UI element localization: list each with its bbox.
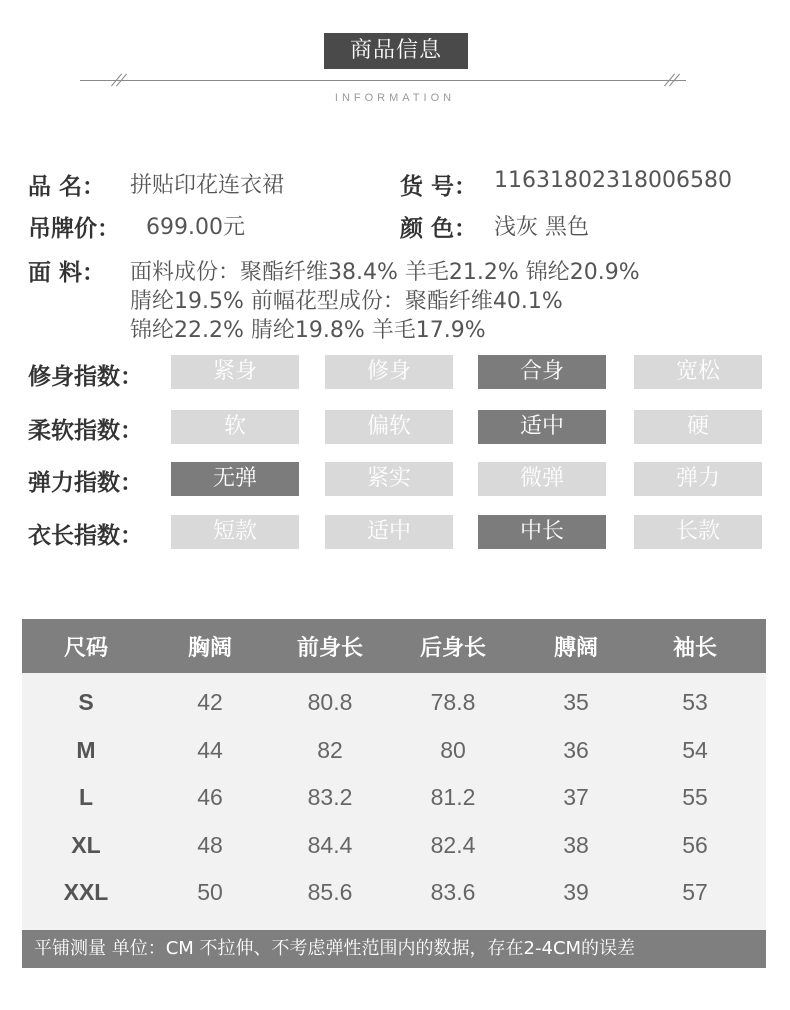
table-row — [22, 774, 766, 822]
back-length-cell: 82.4 — [430, 831, 476, 858]
softness-option-medium: 适中 — [478, 410, 606, 444]
back-length-cell: 80 — [440, 736, 466, 763]
header-chest: 胸阔 — [187, 635, 232, 661]
length-option-mid-long: 中长 — [478, 515, 606, 549]
size-cell: L — [78, 784, 94, 811]
size-table-body — [22, 673, 766, 930]
elasticity-option-stretch: 弹力 — [634, 462, 762, 496]
sleeve-cell: 55 — [682, 784, 708, 811]
fabric-line: 腈纶19.5% 前幅花型成份：聚酯纤维40.1% — [130, 289, 563, 314]
shoulder-cell: 35 — [563, 689, 589, 716]
chest-cell: 48 — [197, 831, 223, 858]
sku-label: 货 号： — [400, 174, 478, 200]
table-row — [22, 822, 766, 870]
elasticity-option-firm: 紧实 — [325, 462, 453, 496]
table-row — [22, 869, 766, 917]
name-value: 拼贴印花连衣裙 — [130, 173, 285, 198]
header-size: 尺码 — [63, 635, 108, 661]
fabric-line: 锦纶22.2% 腈纶19.8% 羊毛17.9% — [130, 318, 486, 343]
fit-index-label: 修身指数： — [28, 364, 143, 390]
back-length-cell: 81.2 — [430, 784, 476, 811]
softness-option-hard: 硬 — [634, 410, 762, 444]
color-label: 颜 色： — [400, 216, 478, 242]
shoulder-cell: 38 — [563, 831, 589, 858]
size-cell: XL — [71, 831, 101, 858]
table-row — [22, 679, 766, 727]
header-sleeve: 袖长 — [672, 635, 717, 661]
softness-index-label: 柔软指数： — [28, 418, 143, 444]
softness-option-fairly-soft: 偏软 — [325, 410, 453, 444]
length-option-short: 短款 — [171, 515, 299, 549]
front-length-cell: 82 — [317, 736, 343, 763]
header-divider — [80, 80, 686, 81]
size-cell: S — [78, 689, 94, 716]
fit-option-regular: 合身 — [478, 355, 606, 389]
price-value: 699.00元 — [146, 215, 245, 240]
color-value: 浅灰 黑色 — [494, 215, 589, 240]
shoulder-cell: 37 — [563, 784, 589, 811]
shoulder-cell: 36 — [563, 736, 589, 763]
elasticity-option-none: 无弹 — [171, 462, 299, 496]
header-front-length: 前身长 — [296, 635, 363, 661]
measurement-note: 平铺测量 单位：CM 不拉伸、不考虑弹性范围内的数据，存在2-4CM的误差 — [22, 930, 766, 968]
fabric-line: 面料成份：聚酯纤维38.4% 羊毛21.2% 锦纶20.9% — [130, 260, 640, 285]
front-length-cell: 84.4 — [307, 831, 353, 858]
shoulder-cell: 39 — [563, 879, 589, 906]
chest-cell: 50 — [197, 879, 223, 906]
price-label: 吊牌价： — [28, 216, 120, 242]
divider-slash-right — [665, 72, 679, 88]
name-label: 品 名： — [28, 174, 106, 200]
sku-value: 11631802318006580 — [494, 168, 732, 193]
length-index-label: 衣长指数： — [28, 523, 143, 549]
sleeve-cell: 54 — [682, 736, 708, 763]
fit-option-tight: 紧身 — [171, 355, 299, 389]
table-row — [22, 727, 766, 775]
front-length-cell: 80.8 — [307, 689, 353, 716]
length-option-long: 长款 — [634, 515, 762, 549]
size-cell: M — [76, 736, 96, 763]
sleeve-cell: 57 — [682, 879, 708, 906]
length-option-medium: 适中 — [325, 515, 453, 549]
divider-slash-left — [112, 72, 126, 88]
elasticity-index-label: 弹力指数： — [28, 470, 143, 496]
section-title: 商品信息 — [324, 33, 468, 69]
chest-cell: 42 — [197, 689, 223, 716]
header-shoulder: 膊阔 — [553, 635, 598, 661]
fit-option-slim: 修身 — [325, 355, 453, 389]
size-cell: XXL — [63, 879, 109, 906]
fabric-label: 面 料： — [28, 260, 106, 286]
size-table — [22, 619, 766, 968]
chest-cell: 46 — [197, 784, 223, 811]
size-table-header — [22, 619, 766, 673]
sleeve-cell: 53 — [682, 689, 708, 716]
chest-cell: 44 — [197, 736, 223, 763]
back-length-cell: 83.6 — [430, 879, 476, 906]
sleeve-cell: 56 — [682, 831, 708, 858]
softness-option-soft: 软 — [171, 410, 299, 444]
elasticity-option-slight: 微弹 — [478, 462, 606, 496]
front-length-cell: 85.6 — [307, 879, 353, 906]
section-subtitle: INFORMATION — [334, 92, 456, 104]
fit-option-loose: 宽松 — [634, 355, 762, 389]
header-back-length: 后身长 — [419, 635, 486, 661]
front-length-cell: 83.2 — [307, 784, 353, 811]
back-length-cell: 78.8 — [430, 689, 476, 716]
